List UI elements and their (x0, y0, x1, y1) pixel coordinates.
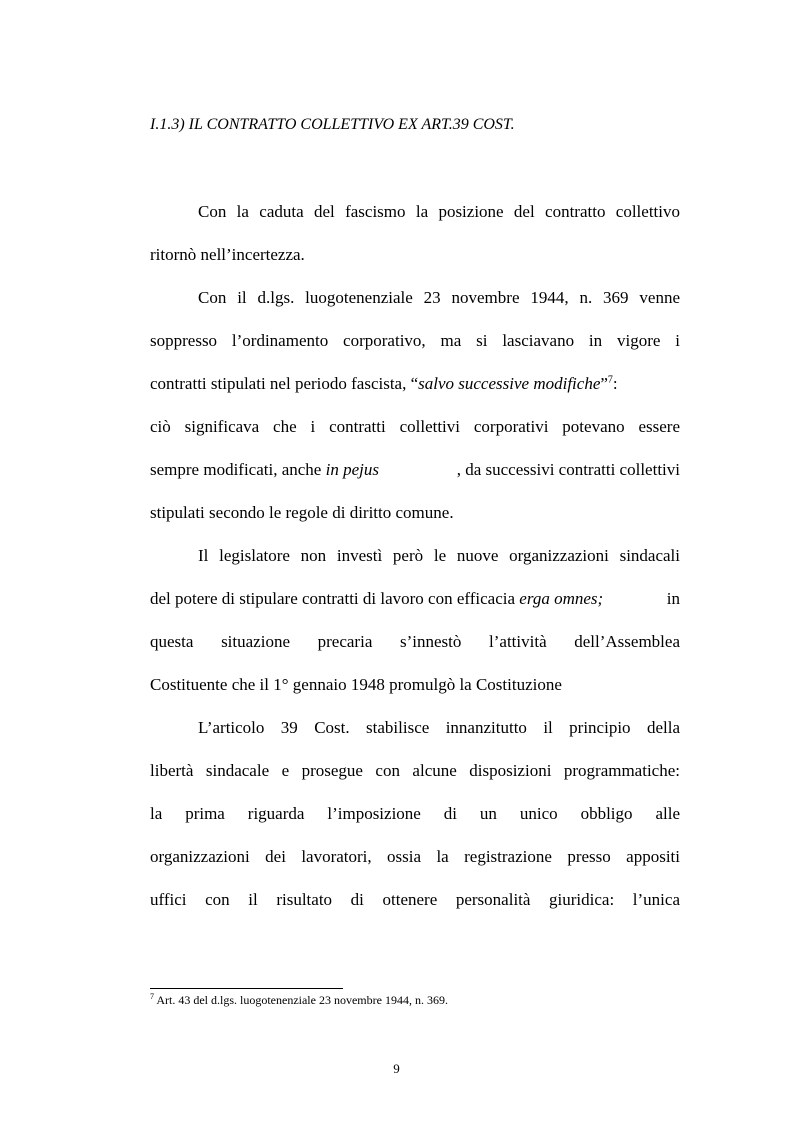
p3-line-4: Costituente che il 1° gennaio 1948 promulgò la Costituzione (150, 675, 562, 694)
p4-line-2: libertà sindacale e prosegue con alcune disposizioni programmatiche: (150, 761, 680, 780)
footnote-separator (150, 988, 343, 989)
italic-term: erga omnes; (519, 589, 604, 608)
p4-line-5: uffici con il risultato di ottenere personalità giuridica: l’unica (150, 890, 680, 909)
p4-line-4: organizzazioni dei lavoratori, ossia la registrazione presso appositi (150, 847, 680, 866)
p4-line-3: la prima riguarda l’imposizione di un unico obbligo alle (150, 804, 680, 823)
p3-line-3: questa situazione precaria s’innestò l’attività dell’Assemblea (150, 632, 680, 651)
section-heading: I.1.3) IL CONTRATTO COLLETTIVO EX ART.39 COST. (150, 116, 515, 133)
p1-line-2: ritornò nell’incertezza. (150, 245, 305, 264)
p2-line-1: Con il d.lgs. luogotenenziale 23 novembre 1944, n. 369 venne (198, 288, 680, 307)
p2-line-6: stipulati secondo le regole di diritto comune. (150, 503, 454, 522)
p3-line-2: del potere di stipulare contratti di lavoro con efficacia erga omnes; in (150, 589, 680, 608)
p1-line-1: Con la caduta del fascismo la posizione del contratto collettivo (198, 202, 680, 221)
footnote-reference: 7 (607, 374, 613, 386)
p4-line-1: L’articolo 39 Cost. stabilisce innanzitutto il principio della (198, 718, 680, 737)
p2-line-2: soppresso l’ordinamento corporativo, ma si lasciavano in vigore i (150, 331, 680, 350)
p2-line-4: ciò significava che i contratti collettivi corporativi potevano essere (150, 417, 680, 436)
p3-line-1: Il legislatore non investì però le nuove organizzazioni sindacali (198, 546, 680, 565)
page-number: 9 (393, 1061, 400, 1076)
italic-term: in pejus (325, 460, 379, 479)
p2-line-5: sempre modificati, anche in pejus , da successivi contratti collettivi (150, 460, 680, 479)
quoted-italic-text: salvo successive modifiche (418, 374, 601, 393)
p2-line-3: contratti stipulati nel periodo fascista, “salvo successive modifiche”$^7$: (150, 374, 618, 393)
footnote-mark: 7 (150, 992, 154, 1001)
footnote-text: Art. 43 del d.lgs. luogotenenziale 23 novembre 1944, n. 369. (154, 993, 448, 1007)
footnote (150, 993, 448, 1008)
